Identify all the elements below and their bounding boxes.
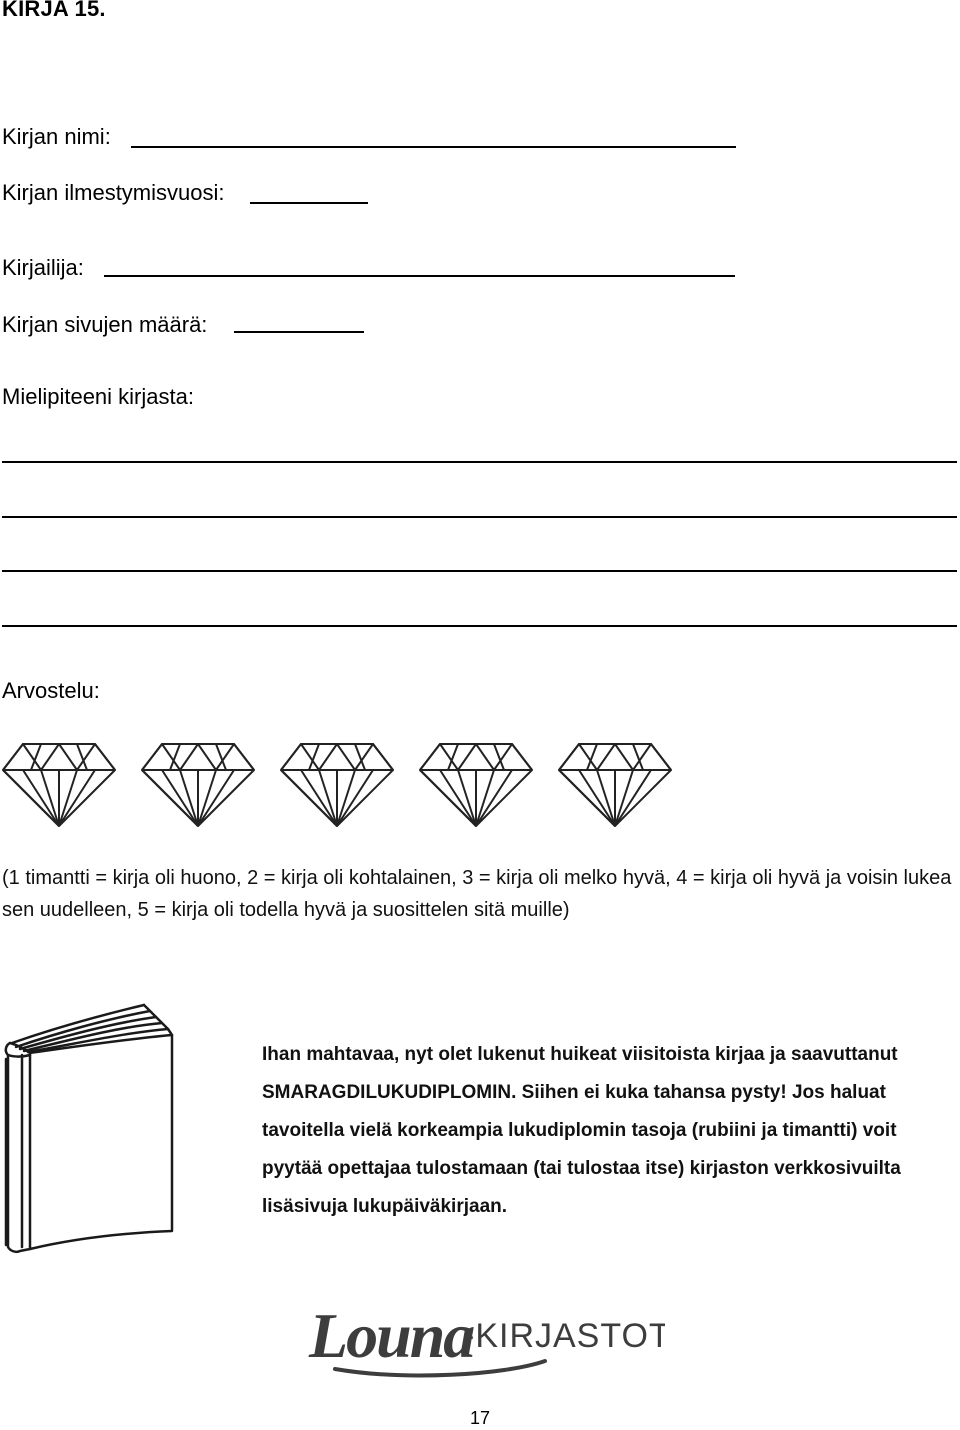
opinion-label: Mielipiteeni kirjasta: xyxy=(2,384,194,409)
opinion-line-4[interactable] xyxy=(2,625,957,627)
page-count-label: Kirjan sivujen määrä: xyxy=(2,312,208,337)
opinion-line-3[interactable] xyxy=(2,570,957,572)
achievement-message: Ihan mahtavaa, nyt olet lukenut huikeat viisitoista kirjaa ja saavuttanut SMARAGDILUKUDIPLOMIN. Siihen ei kuka tahansa pysty! Jos haluat tavoitella vielä korkeampia lukudiplomin tasoja (rubiini ja timantti) voit pyytää opettajaa tulostamaan (tai tulostaa itse) kirjaston verkkosivuilta lisäsivuja lukupäiväkirjaan. xyxy=(262,1044,901,1217)
publication-year-label: Kirjan ilmestymisvuosi: xyxy=(2,180,225,205)
diamond-icon[interactable] xyxy=(142,744,254,826)
diamond-icon[interactable] xyxy=(3,744,115,826)
page-count-line[interactable] xyxy=(234,331,364,333)
publication-year-line[interactable] xyxy=(250,202,368,204)
opinion-line-2[interactable] xyxy=(2,516,957,518)
author-line[interactable] xyxy=(104,275,735,277)
page-heading: KIRJA 15. xyxy=(2,0,106,21)
diamond-icon[interactable] xyxy=(420,744,532,826)
open-book-icon xyxy=(2,995,177,1260)
rating-label: Arvostelu: xyxy=(2,678,100,703)
svg-text:-KIRJASTOT: -KIRJASTOT xyxy=(463,1317,665,1355)
diamond-rating-row xyxy=(0,735,700,830)
rating-description: (1 timantti = kirja oli huono, 2 = kirja oli kohtalainen, 3 = kirja oli melko hyvä, 4 = kirja oli hyvä ja voisin lukea sen uudelleen, 5 = kirja oli todella hyvä ja suosittelen sitä muille) xyxy=(2,867,952,921)
diamond-icon[interactable] xyxy=(559,744,671,826)
page-number: 17 xyxy=(469,1408,491,1428)
diamond-icon[interactable] xyxy=(281,744,393,826)
book-name-line[interactable] xyxy=(131,146,736,148)
opinion-line-1[interactable] xyxy=(2,461,957,463)
svg-text:Louna: Louna xyxy=(309,1300,474,1371)
book-name-label: Kirjan nimi: xyxy=(2,124,111,149)
louna-kirjastot-logo xyxy=(305,1295,665,1380)
author-label: Kirjailija: xyxy=(2,255,84,280)
